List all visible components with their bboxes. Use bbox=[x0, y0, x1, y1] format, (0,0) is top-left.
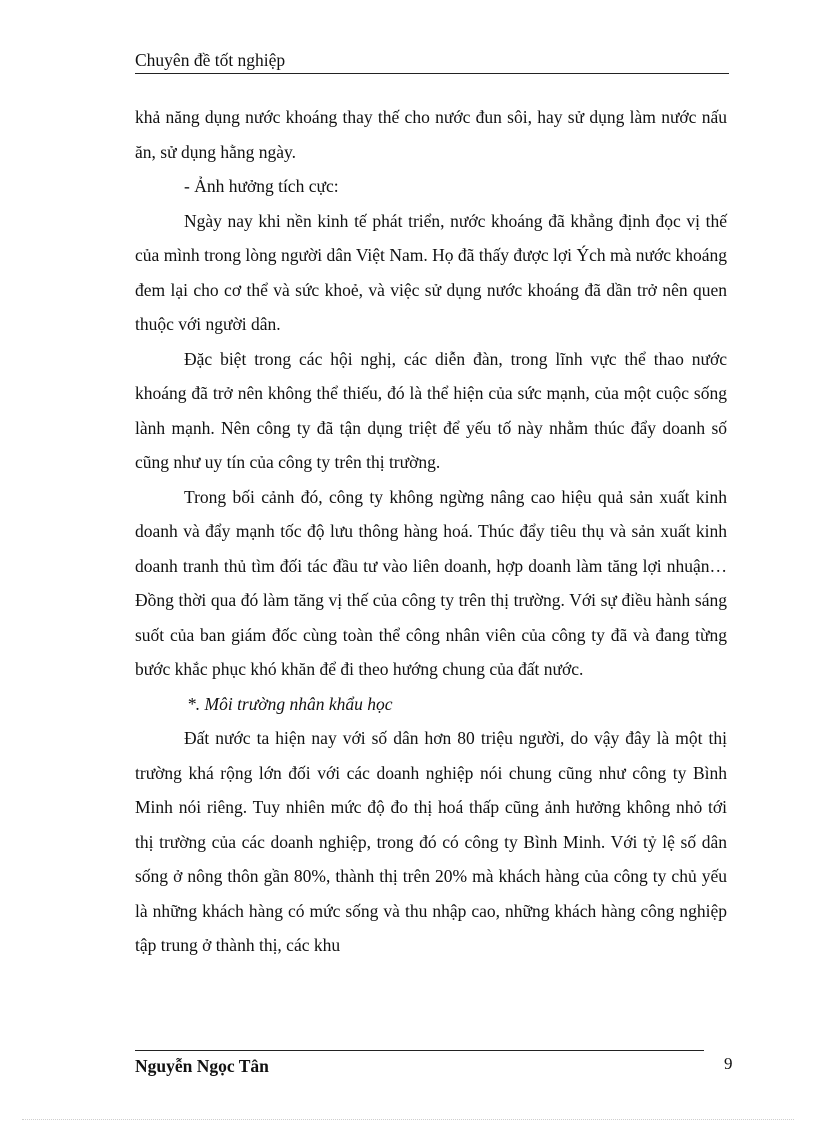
paragraph-population: Đất nước ta hiện nay với số dân hơn 80 triệu người, do vậy đây là một thị trường khá rộng lớn đối với các doanh nghiệp nói chung cũng như công ty Bình Minh nói riêng. Tuy nhiên mức độ đo thị hoá thấp cũng ảnh hưởng không nhỏ tới thị trường của các doanh nghiệp, trong đó có công ty Bình Minh. Với tỷ lệ số dân sống ở nông thôn gần 80%, thành thị trên 20% mà khách hàng của công ty chủ yếu là những khách hàng có mức sống và thu nhập cao, những khách hàng công nghiệp tập trung ở thành thị, các khu bbox=[135, 728, 727, 955]
page-bottom-border bbox=[22, 1119, 794, 1120]
document-body bbox=[135, 100, 727, 963]
paragraph-company-context: Trong bối cảnh đó, công ty không ngừng nâng cao hiệu quả sản xuất kinh doanh và đẩy mạnh tốc độ lưu thông hàng hoá. Thúc đẩy tiêu thụ và sản xuất kinh doanh tranh thủ tìm đối tác đầu tư vào liên doanh, hợp doanh làm tăng lợi nhuận… Đồng thời qua đó làm tăng vị thế của công ty trên thị trường. Với sự điều hành sáng suốt của ban giám đốc cùng toàn thể công nhân viên của công ty đã và đang từng bước khắc phục khó khăn để đi theo hướng chung của đất nước. bbox=[135, 486, 727, 679]
section-heading-demographics: *. Môi trường nhân khẩu học bbox=[187, 693, 393, 714]
footer-divider bbox=[135, 1050, 704, 1051]
footer-author: Nguyễn Ngọc Tân bbox=[135, 1056, 269, 1076]
paragraph-mineral-water-status: Ngày nay khi nền kinh tế phát triển, nước khoáng đã khẳng định đọc vị thế của mình trong lòng người dân Việt Nam. Họ đã thấy được lợi Ých mà nước khoáng đem lại cho cơ thể và sức khoẻ, và việc sử dụng nước khoáng đã dần trở nên quen thuộc với người dân. bbox=[135, 210, 727, 334]
page-header-title: Chuyên đề tốt nghiệp bbox=[135, 50, 729, 74]
page-number: 9 bbox=[724, 1054, 733, 1073]
subheading-positive-impact: - Ảnh hưởng tích cực: bbox=[184, 176, 339, 196]
paragraph-events-sports: Đặc biệt trong các hội nghị, các diễn đàn, trong lĩnh vực thể thao nước khoáng đã trở nên không thể thiếu, đó là thể hiện của sức mạnh, của một cuộc sống lành mạnh. Nên công ty đã tận dụng triệt để yếu tố này nhằm thúc đẩy doanh số cũng như uy tín của công ty trên thị trường. bbox=[135, 348, 727, 472]
paragraph-continuation: khả năng dụng nước khoáng thay thế cho nước đun sôi, hay sử dụng làm nước nấu ăn, sử dụng hằng ngày. bbox=[135, 107, 727, 162]
